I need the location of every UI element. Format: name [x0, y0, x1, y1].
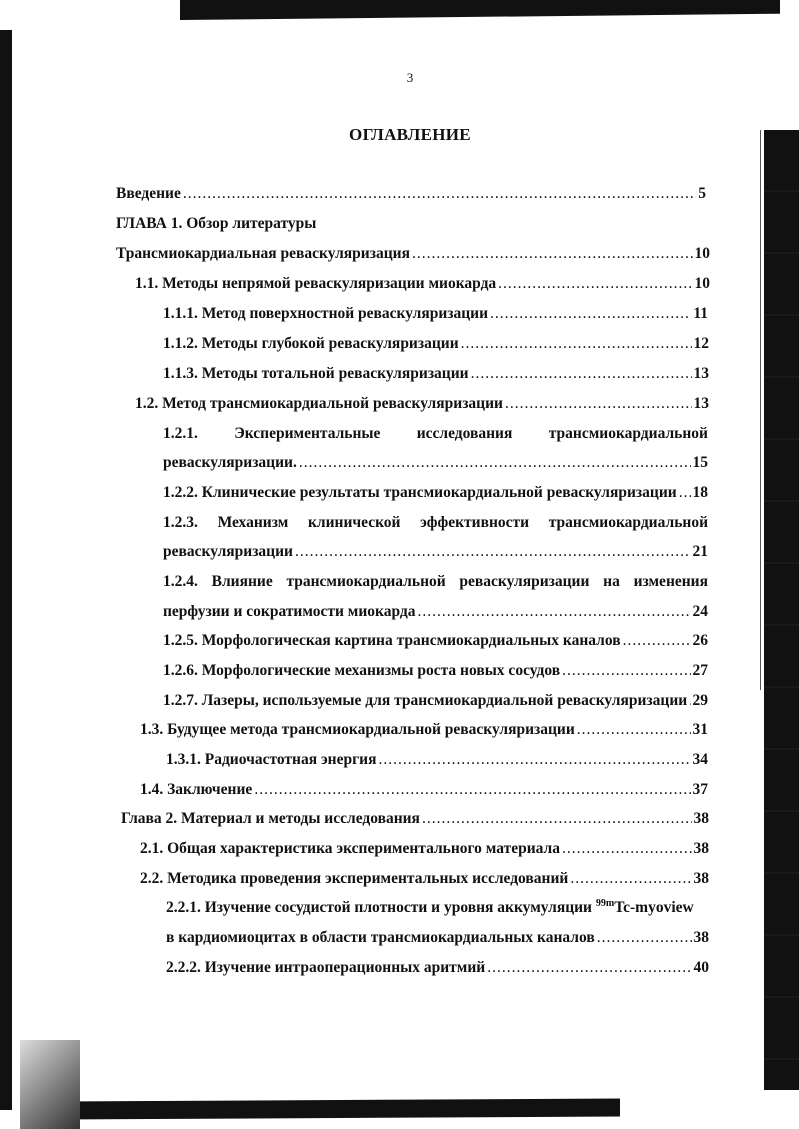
toc-entry-intro[interactable]: Введение ..... 5	[116, 184, 706, 204]
toc-entry-1-2-6[interactable]: 1.2.6. Морфологические механизмы роста новых сосудов ..... 27	[163, 661, 708, 681]
toc-entry-chapter-2[interactable]: Глава 2. Материал и методы исследования ..... 38	[121, 809, 709, 829]
scan-edge-right	[764, 130, 799, 1090]
toc-chapter-1-heading: ГЛАВА 1. Обзор литературы	[116, 215, 317, 232]
toc-entry-1-4[interactable]: 1.4. Заключение ..... 37	[140, 780, 708, 800]
toc-entry-1-1-1[interactable]: 1.1.1. Метод поверхностной реваскуляризации ..... 11	[163, 304, 708, 324]
toc-entry-1-3[interactable]: 1.3. Будущее метода трансмиокардиальной реваскуляризации ..... 31	[140, 720, 708, 740]
toc-entry-1-2-1-line2[interactable]: реваскуляризации. ..... 15	[163, 453, 708, 473]
toc-entry-1-2[interactable]: 1.2. Метод трансмиокардиальной реваскуляризации ..... 13	[135, 394, 709, 414]
toc-entry-1-3-1[interactable]: 1.3.1. Радиочастотная энергия ..... 34	[166, 750, 708, 770]
toc-entry-2-2[interactable]: 2.2. Методика проведения экспериментальных исследований ..... 38	[140, 869, 709, 889]
scan-line-right	[760, 130, 761, 690]
toc-entry-1-2-3-line2[interactable]: реваскуляризации ..... 21	[163, 542, 708, 562]
toc-entry-2-1[interactable]: 2.1. Общая характеристика экспериментального материала ..... 38	[140, 839, 709, 859]
scan-edge-bottom	[60, 1099, 620, 1120]
toc-entry-2-2-1-line1[interactable]: 2.2.1. Изучение сосудистой плотности и уровня аккумуляции $^{99m}$Tc-myoview	[166, 897, 694, 916]
toc-entry-1-2-3-line1[interactable]: 1.2.3. Механизм клинической эффективности трансмиокардиальной	[163, 514, 708, 531]
toc-entry-1-1-2[interactable]: 1.1.2. Методы глубокой реваскуляризации ..... 12	[163, 334, 709, 354]
toc-entry-1-2-4-line1[interactable]: 1.2.4. Влияние трансмиокардиальной реваскуляризации на изменения	[163, 573, 708, 590]
toc-entry-1-2-4-line2[interactable]: перфузии и сократимости миокарда ..... 24	[163, 602, 708, 622]
toc-entry-1-1[interactable]: 1.1. Методы непрямой реваскуляризации миокарда ..... 10	[135, 274, 710, 294]
toc-entry-tmr[interactable]: Трансмиокардиальная реваскуляризация ..... 10	[116, 244, 710, 264]
toc-entry-2-2-2[interactable]: 2.2.2. Изучение интраоперационных аритмий ..... 40	[166, 958, 709, 978]
scan-edge-top	[180, 0, 780, 20]
toc-entry-1-2-2[interactable]: 1.2.2. Клинические результаты трансмиокардиальной реваскуляризации ..... 18	[163, 483, 708, 503]
toc-entry-2-2-1-line2[interactable]: в кардиомиоцитах в области трансмиокардиальных каналов ..... 38	[166, 928, 709, 948]
page-number: 3	[406, 70, 414, 85]
toc-entry-1-1-3[interactable]: 1.1.3. Методы тотальной реваскуляризации ..... 13	[163, 364, 709, 384]
page-title: ОГЛАВЛЕНИЕ	[349, 125, 471, 144]
toc-entry-1-2-5[interactable]: 1.2.5. Морфологическая картина трансмиокардиальных каналов ..... 26	[163, 631, 708, 651]
toc-entry-1-2-1-line1[interactable]: 1.2.1. Экспериментальные исследования трансмиокардиальной	[163, 425, 708, 442]
scan-edge-left	[0, 30, 12, 1110]
scan-corner-shadow	[20, 1040, 80, 1129]
toc-entry-1-2-7[interactable]: 1.2.7. Лазеры, используемые для трансмиокардиальной реваскуляризации ..... 29	[163, 691, 708, 711]
